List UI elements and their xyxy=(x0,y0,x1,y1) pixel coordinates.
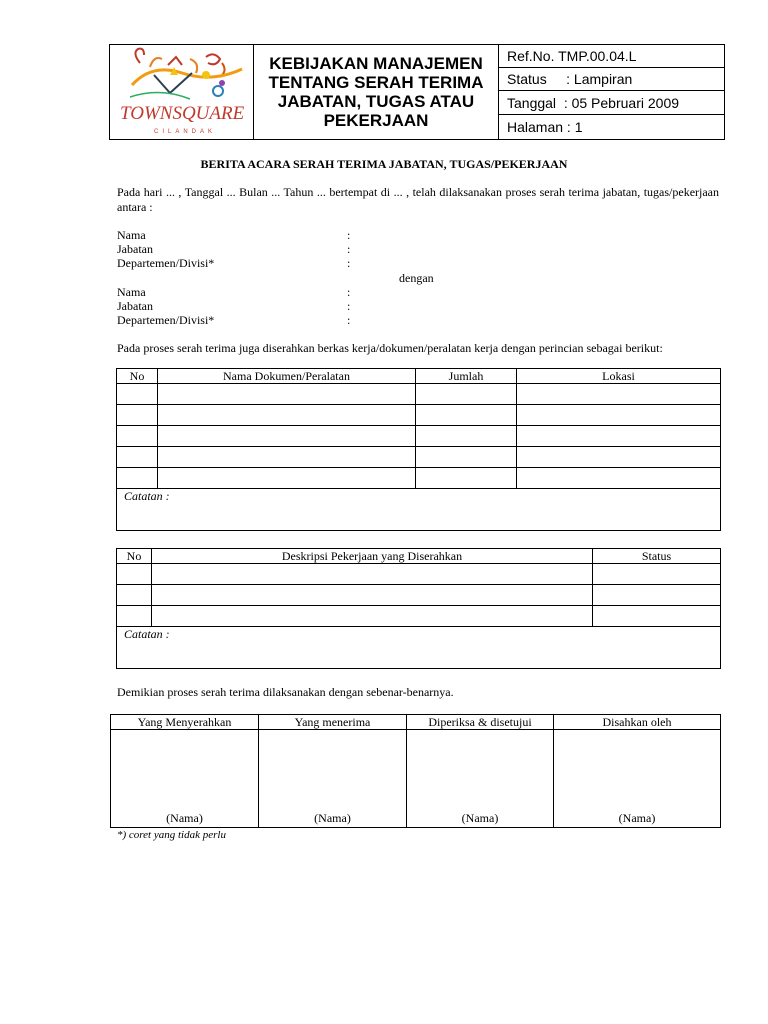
table-cell[interactable] xyxy=(152,585,593,606)
ref-number: Ref.No. TMP.00.04.L xyxy=(499,45,724,68)
page-number: Halaman : 1 xyxy=(507,119,583,135)
table1-intro: Pada proses serah terima juga diserahkan berkas kerja/dokumen/peralatan kerja dengan perincian sebagai berikut: xyxy=(117,341,663,355)
logo-cell xyxy=(110,45,254,139)
closing-statement: Demikian proses serah terima dilaksanakan dengan sebenar-benarnya. xyxy=(117,685,454,699)
table-cell[interactable] xyxy=(517,405,721,426)
signatory-label: Disahkan oleh xyxy=(554,715,721,730)
document-header xyxy=(109,44,725,140)
table-row xyxy=(117,405,721,426)
notes-field[interactable]: Catatan : xyxy=(117,489,721,531)
table-cell[interactable] xyxy=(593,564,721,585)
party2-position-label: Jabatan xyxy=(117,299,153,313)
column-header: Nama Dokumen/Peralatan xyxy=(158,369,416,384)
signature-header-row xyxy=(111,715,721,730)
signature-box[interactable] xyxy=(407,730,554,828)
table-cell[interactable] xyxy=(416,405,517,426)
table-cell[interactable] xyxy=(158,468,416,489)
column-header: No xyxy=(117,369,158,384)
colon: : xyxy=(347,313,351,327)
table-cell[interactable] xyxy=(416,468,517,489)
table-row xyxy=(117,426,721,447)
table-cell[interactable] xyxy=(416,426,517,447)
column-header: Jumlah xyxy=(416,369,517,384)
notes-row xyxy=(117,627,721,669)
table-cell[interactable] xyxy=(117,564,152,585)
table-row xyxy=(117,564,721,585)
table-header-row xyxy=(117,549,721,564)
colon: : xyxy=(347,228,351,242)
table-row xyxy=(117,606,721,627)
table-cell[interactable] xyxy=(158,405,416,426)
table-cell[interactable] xyxy=(117,447,158,468)
connector-text: dengan xyxy=(399,271,434,285)
table-cell[interactable] xyxy=(517,426,721,447)
table-cell[interactable] xyxy=(117,585,152,606)
status-field: Status : Lampiran xyxy=(499,68,724,91)
table-cell[interactable] xyxy=(416,384,517,405)
header-meta xyxy=(499,45,724,139)
header-title: KEBIJAKAN MANAJEMEN TENTANG SERAH TERIMA JABATAN, TUGAS ATAU PEKERJAAN xyxy=(268,54,484,130)
colon: : xyxy=(347,299,351,313)
table-header-row xyxy=(117,369,721,384)
signatory-name: (Nama) xyxy=(314,811,351,825)
signature-box[interactable] xyxy=(111,730,259,828)
colon: : xyxy=(347,242,351,256)
column-header: Status xyxy=(593,549,721,564)
table-cell[interactable] xyxy=(158,384,416,405)
logo-wordmark: TOWNSQUARE xyxy=(120,103,245,124)
notes-field[interactable]: Catatan : xyxy=(117,627,721,669)
table-row xyxy=(117,468,721,489)
notes-row xyxy=(117,489,721,531)
table-cell[interactable] xyxy=(117,426,158,447)
table-row xyxy=(117,384,721,405)
signature-box[interactable] xyxy=(554,730,721,828)
party2-department-label: Departemen/Divisi* xyxy=(117,313,215,327)
column-header: Lokasi xyxy=(517,369,721,384)
table-cell[interactable] xyxy=(517,447,721,468)
townsquare-logo xyxy=(110,45,253,139)
table-cell[interactable] xyxy=(517,384,721,405)
party1-department-label: Departemen/Divisi* xyxy=(117,256,215,270)
tasks-table xyxy=(116,548,721,669)
documents-table xyxy=(116,368,721,531)
signature-row xyxy=(111,730,721,828)
signatory-name: (Nama) xyxy=(166,811,203,825)
column-header: Deskripsi Pekerjaan yang Diserahkan xyxy=(152,549,593,564)
intro-paragraph: Pada hari ... , Tanggal ... Bulan ... Tahun ... bertempat di ... , telah dilaksanakan proses serah terima jabatan, tugas/pekerjaan antara : xyxy=(117,185,719,214)
party1-name-label: Nama xyxy=(117,228,146,242)
table-cell[interactable] xyxy=(117,468,158,489)
table-cell[interactable] xyxy=(593,606,721,627)
table-cell[interactable] xyxy=(158,426,416,447)
date-field: Tanggal : 05 Pebruari 2009 xyxy=(499,91,724,115)
table-row xyxy=(117,585,721,606)
signatory-name: (Nama) xyxy=(618,811,656,825)
signatory-name: (Nama) xyxy=(461,811,499,825)
table-cell[interactable] xyxy=(416,447,517,468)
signature-box[interactable] xyxy=(259,730,407,828)
document-title: BERITA ACARA SERAH TERIMA JABATAN, TUGAS/PEKERJAAN xyxy=(200,157,568,171)
table-row xyxy=(117,447,721,468)
colon: : xyxy=(347,256,351,270)
logo-subtext: CILANDAK xyxy=(154,129,217,135)
signatory-label: Diperiksa & disetujui xyxy=(407,715,554,730)
table-cell[interactable] xyxy=(152,564,593,585)
party1-position-label: Jabatan xyxy=(117,242,153,256)
header-title-cell xyxy=(254,45,499,139)
colon: : xyxy=(347,285,351,299)
table-cell[interactable] xyxy=(117,384,158,405)
footnote: *) coret yang tidak perlu xyxy=(117,829,226,841)
table-cell[interactable] xyxy=(158,447,416,468)
party2-name-label: Nama xyxy=(117,285,146,299)
signatory-label: Yang Menyerahkan xyxy=(111,715,259,730)
table-cell[interactable] xyxy=(117,405,158,426)
signatory-label: Yang menerima xyxy=(259,715,407,730)
table-cell[interactable] xyxy=(117,606,152,627)
table-cell[interactable] xyxy=(517,468,721,489)
table-cell[interactable] xyxy=(593,585,721,606)
signature-table xyxy=(110,714,721,828)
table-cell[interactable] xyxy=(152,606,593,627)
column-header: No xyxy=(117,549,152,564)
